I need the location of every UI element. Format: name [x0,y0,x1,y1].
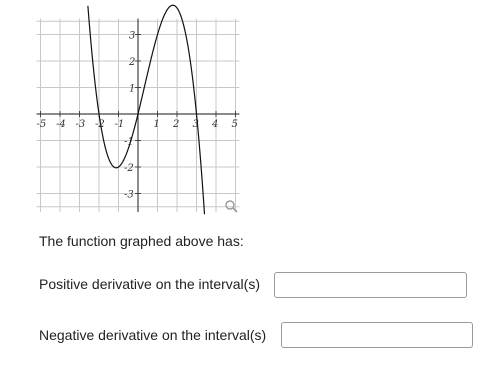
positive-derivative-label: Positive derivative on the interval(s) [39,276,260,292]
y-tick-label: -2 [124,163,134,174]
question-prompt: The function graphed above has: [39,233,244,249]
positive-derivative-input[interactable] [274,272,467,298]
negative-derivative-label: Negative derivative on the interval(s) [39,327,267,343]
y-tick-label: 2 [129,57,136,68]
x-tick-label: 3 [192,119,199,130]
x-tick-label: -3 [75,119,86,130]
x-tick-label: -5 [36,119,47,130]
x-tick-label: 4 [212,119,219,130]
y-tick-label: -1 [124,136,134,148]
x-tick-labels [37,119,238,130]
y-tick-labels [124,31,135,201]
function-curve [88,5,205,214]
negative-derivative-input[interactable] [281,322,473,348]
x-tick-label: -1 [114,119,125,130]
y-tick-label: 1 [129,83,136,95]
y-tick-label: 3 [129,30,136,42]
x-tick-label: 1 [153,119,160,130]
x-tick-label: -2 [95,119,105,130]
y-tick-label: -3 [124,189,134,201]
x-tick-label: 2 [173,119,180,130]
x-tick-label: -4 [56,119,66,130]
x-tick-label: 5 [231,119,238,130]
